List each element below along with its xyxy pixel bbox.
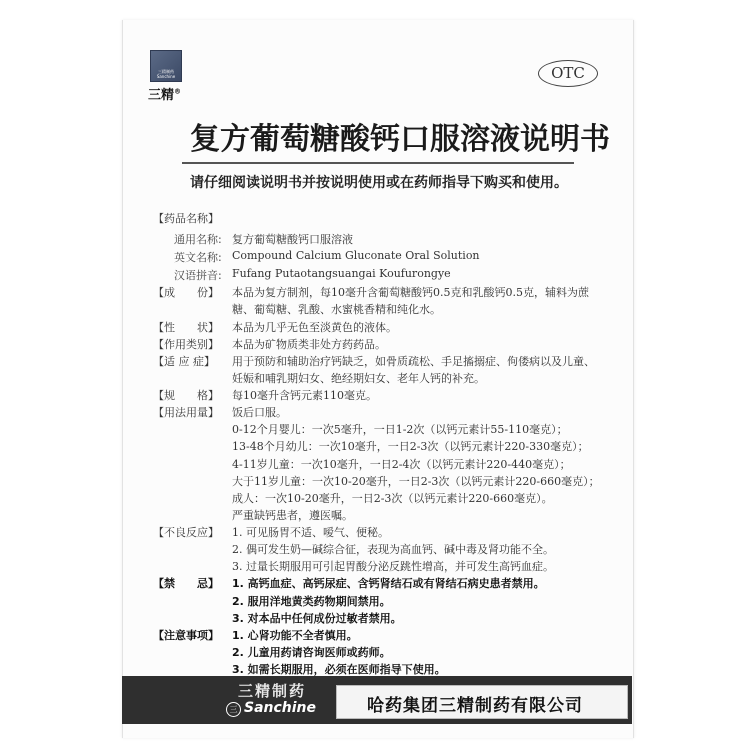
dosage-line: 大于11岁儿童：一次10-20毫升，一日2-3次（以钙元素计220-660毫克）；: [232, 475, 600, 488]
precaution-line: 1. 心肾功能不全者慎用。: [232, 629, 358, 642]
contraindication-line: 1. 高钙血症、高钙尿症、含钙肾结石或有肾结石病史患者禁用。: [232, 577, 545, 590]
section-label-name: 【药品名称】: [153, 212, 219, 225]
brand-name: [148, 84, 181, 103]
section-label-adverse: 【不良反应】: [153, 526, 219, 539]
composition-line-1: 本品为复方制剂，每10毫升含葡萄糖酸钙0.5克和乳酸钙0.5克，辅料为蔗: [232, 286, 589, 299]
footer-logo-en: Sanchine: [244, 700, 317, 716]
indication-line-1: 用于预防和辅助治疗钙缺乏，如骨质疏松、手足搐搦症、佝偻病以及儿童、: [232, 355, 595, 368]
pinyin-label: 汉语拼音:: [174, 269, 222, 282]
title-divider: [182, 162, 574, 164]
contraindication-line: 2. 服用洋地黄类药物期间禁用。: [232, 595, 391, 608]
pinyin-name: Fufang Putaotangsuangai Koufurongye: [232, 267, 451, 280]
section-label-contraindication: 【禁 忌】: [153, 577, 219, 590]
otc-badge: OTC: [538, 60, 598, 87]
category-text: 本品为矿物质类非处方药药品。: [232, 338, 386, 351]
sanchine-logo: [150, 50, 182, 82]
dosage-line: 0-12个月婴儿：一次5毫升，一日1-2次（以钙元素计55-110毫克）；: [232, 423, 568, 436]
footer-logo: [226, 680, 330, 720]
registered-mark: ®: [174, 87, 182, 96]
section-label-precautions: 【注意事项】: [153, 629, 219, 642]
adverse-line: 2. 偶可发生奶—碱综合征，表现为高血钙、碱中毒及肾功能不全。: [232, 543, 554, 556]
generic-name: 复方葡萄糖酸钙口服溶液: [232, 233, 353, 246]
company-name: 哈药集团三精制药有限公司: [367, 696, 583, 716]
generic-name-label: 通用名称:: [174, 233, 222, 246]
usage-notice: 请仔细阅读说明书并按说明使用或在药师指导下购买和使用。: [190, 175, 568, 191]
adverse-line: 3. 过量长期服用可引起胃酸分泌反跳性增高，并可发生高钙血症。: [232, 560, 554, 573]
adverse-line: 1. 可见肠胃不适、嗳气、便秘。: [232, 526, 389, 539]
precaution-line: 2. 儿童用药请咨询医师或药师。: [232, 646, 391, 659]
dosage-line: 4-11岁儿童：一次10毫升，一日2-4次（以钙元素计220-440毫克）；: [232, 458, 571, 471]
document-title: 复方葡萄糖酸钙口服溶液说明书: [190, 122, 610, 157]
composition-line-2: 糖、葡萄糖、乳酸、水蜜桃香精和纯化水。: [232, 303, 441, 316]
dosage-line: 13-48个月幼儿：一次10毫升，一日2-3次（以钙元素计220-330毫克）；: [232, 440, 589, 453]
section-label-dosage: 【用法用量】: [153, 406, 219, 419]
brand-text: 三精: [148, 88, 175, 103]
section-label-composition: 【成 份】: [153, 286, 219, 299]
english-name-label: 英文名称:: [174, 251, 222, 264]
section-label-spec: 【规 格】: [153, 389, 219, 402]
footer-logo-cn: 三精制药: [238, 682, 307, 700]
english-name: Compound Calcium Gluconate Oral Solution: [232, 249, 480, 262]
dosage-line: 成人：一次10-20毫升，一日2-3次（以钙元素计220-660毫克）。: [232, 492, 553, 505]
logo-small-text: 三精制药 Sanchine: [156, 69, 176, 79]
spec-text: 每10毫升含钙元素110毫克。: [232, 389, 377, 402]
section-label-category: 【作用类别】: [153, 338, 219, 351]
contraindication-line: 3. 对本品中任何成份过敏者禁用。: [232, 612, 402, 625]
dosage-intro: 饭后口服。: [232, 406, 287, 419]
sanchine-emblem-icon: 三: [226, 702, 241, 717]
company-banner: [336, 685, 628, 719]
character-text: 本品为几乎无色至淡黄色的液体。: [232, 321, 397, 334]
dosage-line: 严重缺钙患者，遵医嘱。: [232, 509, 353, 522]
section-label-indication: 【适 应 症】: [153, 355, 215, 368]
precaution-line: 3. 如需长期服用，必须在医师指导下使用。: [232, 663, 446, 676]
indication-line-2: 妊娠和哺乳期妇女、绝经期妇女、老年人钙的补充。: [232, 372, 485, 385]
section-label-character: 【性 状】: [153, 321, 219, 334]
